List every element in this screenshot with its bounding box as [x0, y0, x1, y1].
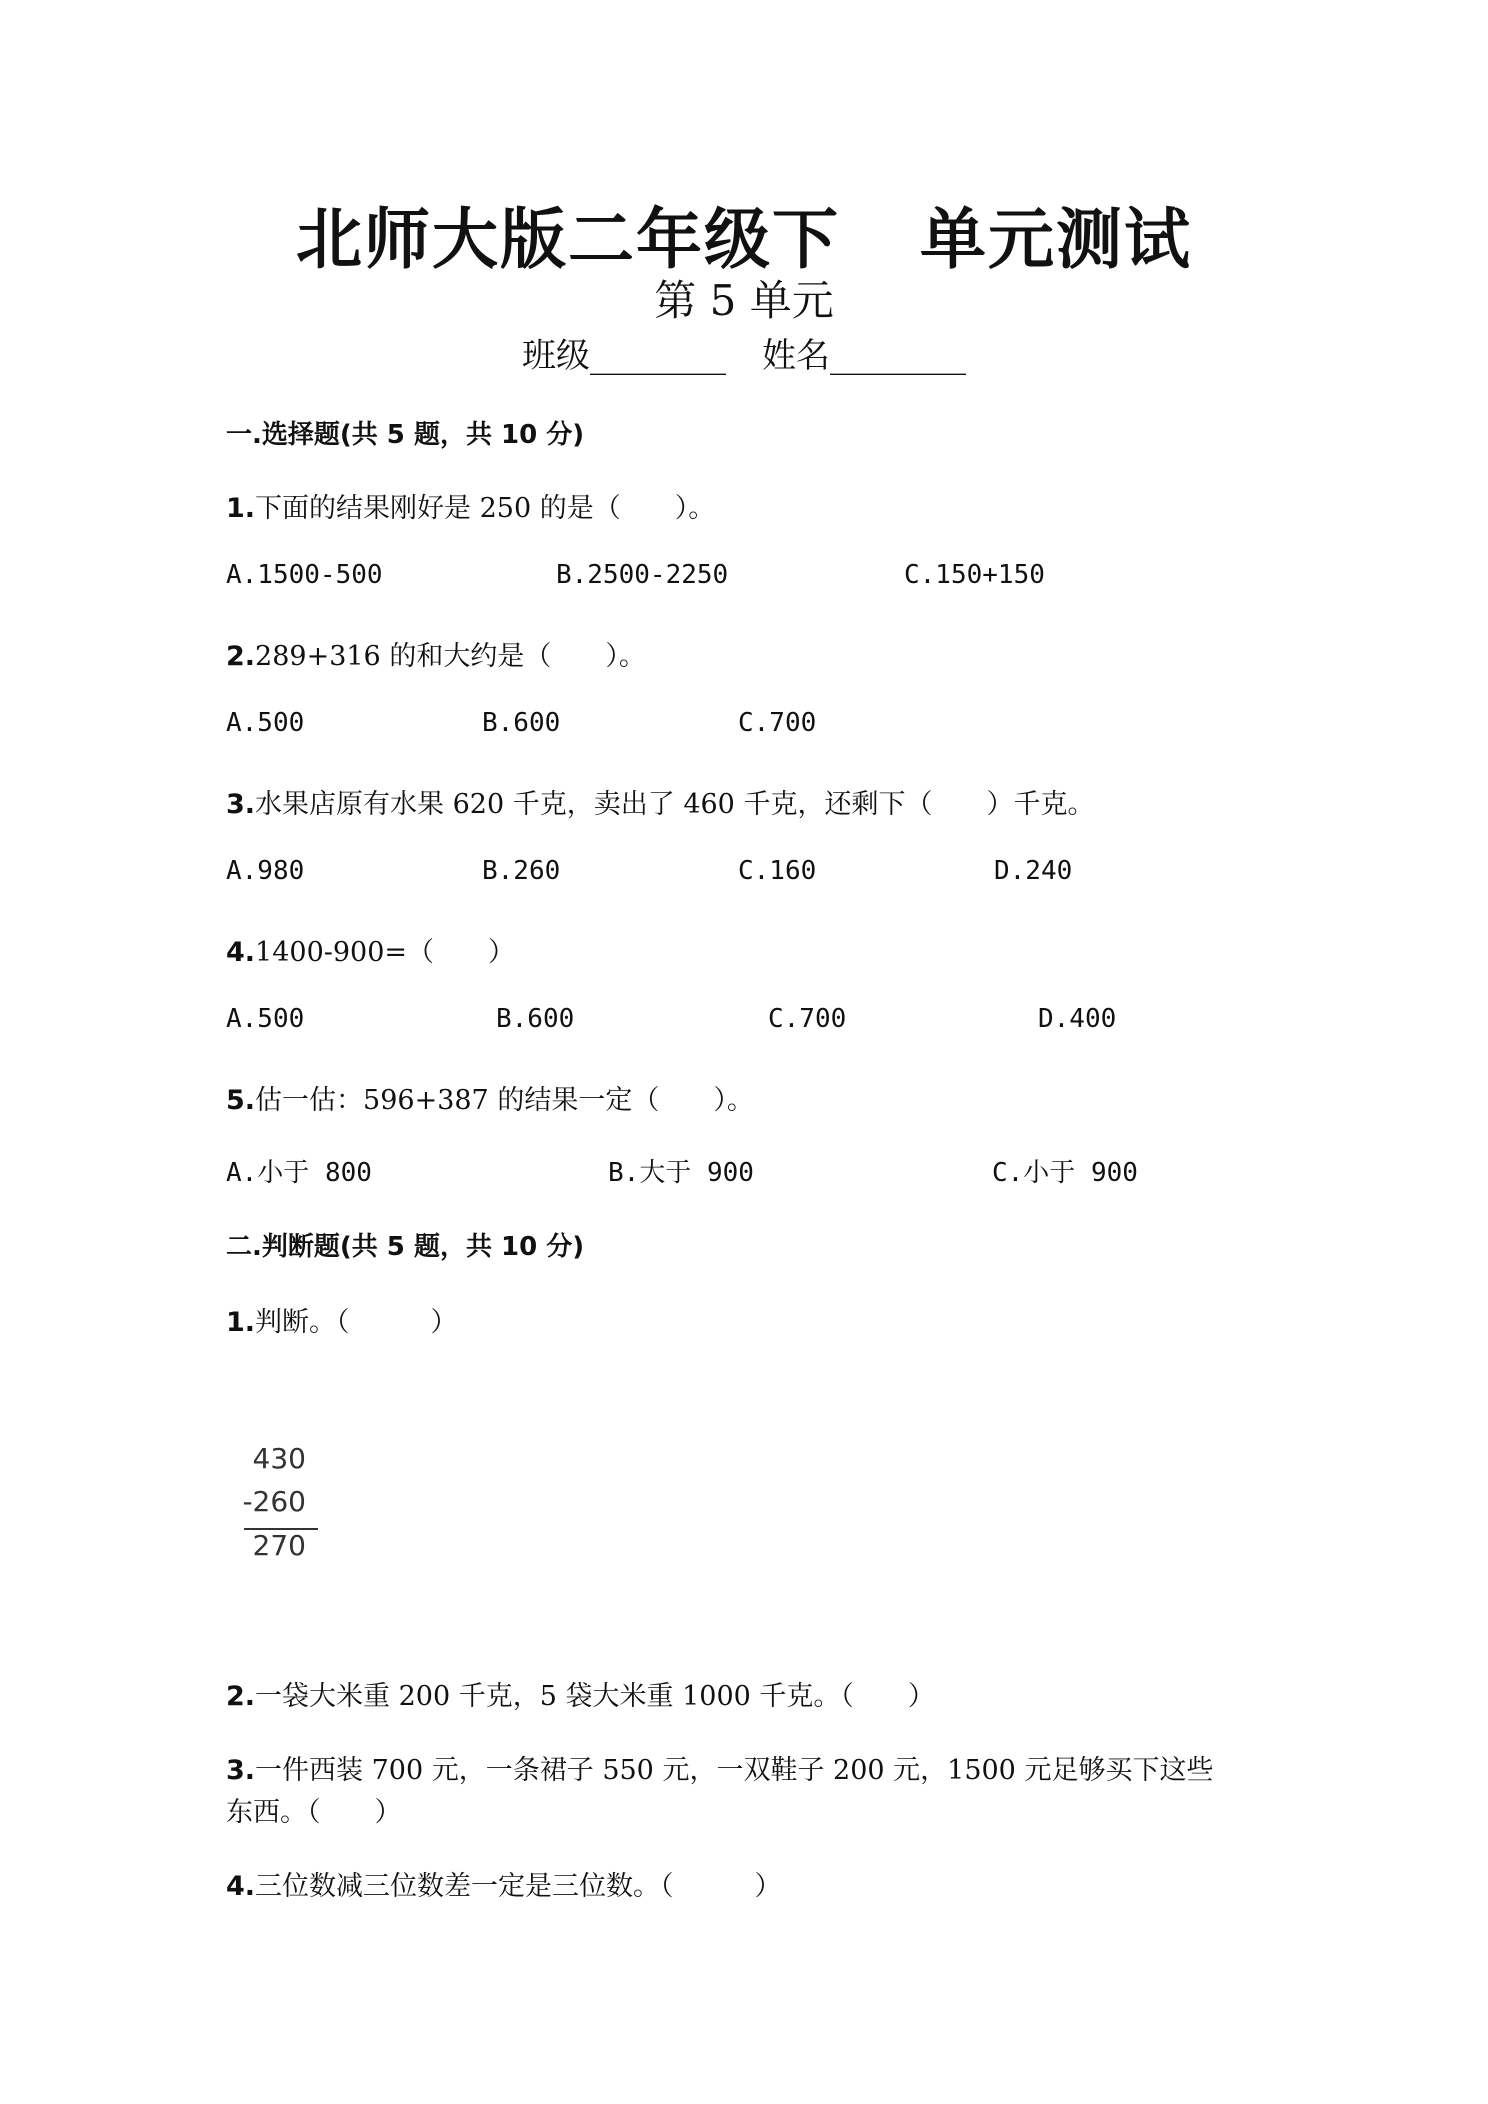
q5-option-a: A.小于 800 — [226, 1158, 372, 1188]
q4-option-c: C.700 — [768, 1004, 847, 1034]
judge-question-2: 2.一袋大米重 200 千克，5 袋大米重 1000 千克。（ ） — [226, 1681, 935, 1712]
title-main: 北师大版二年级下 — [296, 201, 840, 278]
question-1: 1.下面的结果刚好是 250 的是（ ）。 — [226, 493, 716, 524]
title-suffix: 单元测试 — [920, 201, 1192, 278]
q5-option-c: C.小于 900 — [992, 1158, 1138, 1188]
class-field[interactable]: 班级________ — [522, 336, 726, 376]
question-5: 5.估一估：596+387 的结果一定（ ）。 — [226, 1085, 754, 1116]
q3-option-a: A.980 — [226, 856, 305, 886]
arith-top: 430 — [252, 1442, 306, 1475]
judge-question-3-line2: 东西。（ ） — [226, 1797, 402, 1828]
q4-option-a: A.500 — [226, 1004, 305, 1034]
section-heading-judgement: 二.判断题(共 5 题，共 10 分) — [226, 1232, 585, 1262]
arith-middle: -260 — [242, 1485, 306, 1518]
q2-option-c: C.700 — [738, 708, 817, 738]
judge-question-1: 1.判断。（ ） — [226, 1307, 458, 1338]
q2-option-a: A.500 — [226, 708, 305, 738]
q1-option-c: C.150+150 — [904, 560, 1045, 590]
question-3: 3.水果店原有水果 620 千克，卖出了 460 千克，还剩下（ ）千克。 — [226, 789, 1095, 820]
q4-option-d: D.400 — [1038, 1004, 1117, 1034]
page-title — [0, 186, 1488, 281]
judge-question-4: 4.三位数减三位数差一定是三位数。（ ） — [226, 1871, 782, 1902]
q1-option-b: B.2500-2250 — [556, 560, 729, 590]
arith-result: 270 — [252, 1529, 306, 1562]
section-heading-choice: 一.选择题(共 5 题，共 10 分) — [226, 420, 585, 450]
q5-option-b: B.大于 900 — [608, 1158, 754, 1188]
q4-option-b: B.600 — [496, 1004, 575, 1034]
q3-option-c: C.160 — [738, 856, 817, 886]
q1-option-a: A.1500-500 — [226, 560, 383, 590]
q2-option-b: B.600 — [482, 708, 561, 738]
q3-option-d: D.240 — [994, 856, 1073, 886]
unit-subtitle: 第 5 单元 — [654, 276, 834, 325]
q3-option-b: B.260 — [482, 856, 561, 886]
name-field[interactable]: 姓名________ — [762, 336, 966, 376]
question-4: 4.1400-900=（ ） — [226, 937, 516, 968]
student-fields — [0, 328, 1488, 377]
question-2: 2.289+316 的和大约是（ ）。 — [226, 641, 646, 672]
judge-question-3: 3.一件西装 700 元，一条裙子 550 元，一双鞋子 200 元，1500 元足够买下这些 — [226, 1755, 1214, 1786]
